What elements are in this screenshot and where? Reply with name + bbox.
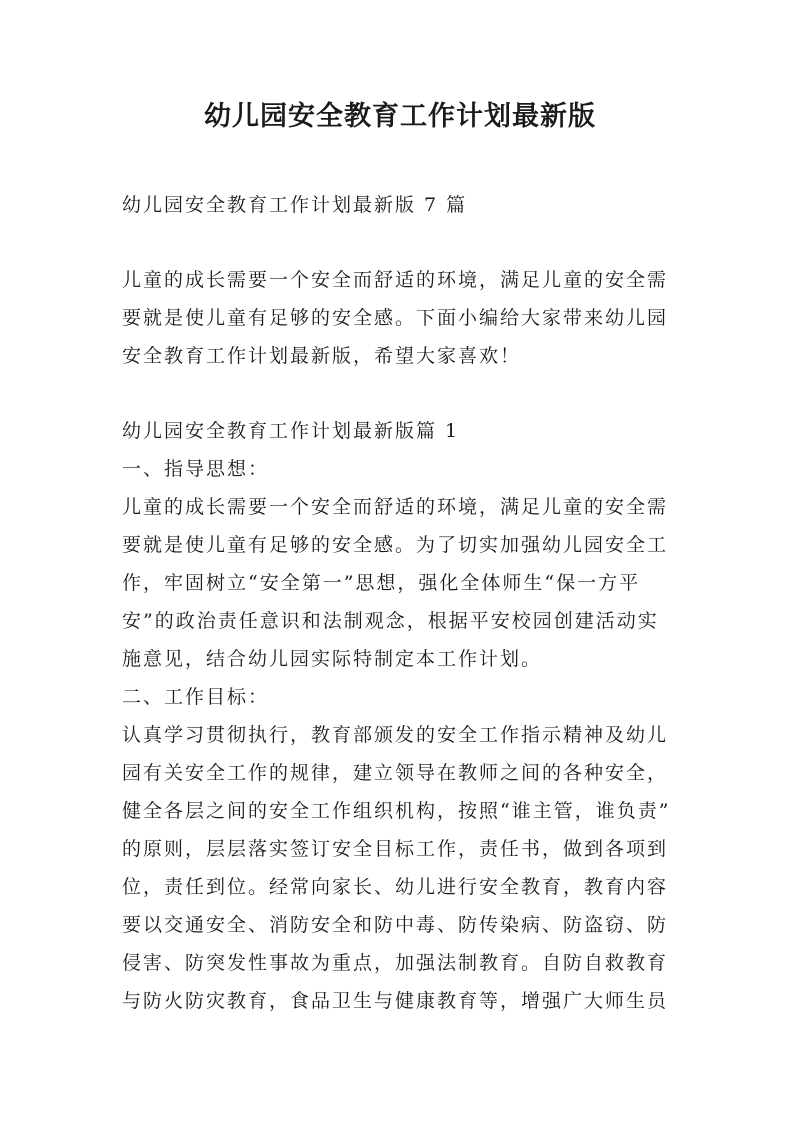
section-line: 要就是使儿童有足够的安全感。为了切实加强幼儿园安全工 [122,534,669,556]
part-one [122,412,692,1020]
section-line: 儿童的成长需要一个安全而舒适的环境，满足儿童的安全需 [122,496,669,518]
section-line: 安”的政治责任意识和法制观念，根据平安校园创建活动实 [122,610,659,632]
section-line: 认真学习贯彻执行，教育部颁发的安全工作指示精神及幼儿 [122,724,669,746]
section-heading-work-goals: 二、工作目标： [122,686,270,708]
section-line: 健全各层之间的安全工作组织机构，按照“谁主管，谁负责” [122,800,671,822]
section-line: 作，牢固树立“安全第一”思想，强化全体师生“保一方平 [122,572,641,594]
document-title: 幼儿园安全教育工作计划最新版 [204,101,596,132]
section-line: 侵害、防突发性事故为重点，加强法制教育。自防自救教育 [122,952,669,974]
section-line: 园有关安全工作的规律，建立领导在教师之间的各种安全， [122,762,669,784]
section-line: 位，责任到位。经常向家长、幼儿进行安全教育，教育内容 [122,876,669,898]
intro-line: 儿童的成长需要一个安全而舒适的环境，满足儿童的安全需 [122,269,669,291]
intro-paragraph [122,261,692,375]
intro-line: 安全教育工作计划最新版，希望大家喜欢！ [122,345,522,367]
section-line: 要以交通安全、消防安全和防中毒、防传染病、防盗窃、防 [122,914,669,936]
section-line: 的原则，层层落实签订安全目标工作，责任书，做到各项到 [122,838,669,860]
section-heading-guiding-ideology: 一、指导思想： [122,458,270,480]
document-subtitle: 幼儿园安全教育工作计划最新版 7 篇 [122,194,468,216]
part-title: 幼儿园安全教育工作计划最新版篇 1 [122,420,460,442]
section-line: 与防火防灾教育，食品卫生与健康教育等，增强广大师生员 [122,990,669,1012]
intro-line: 要就是使儿童有足够的安全感。下面小编给大家带来幼儿园 [122,307,669,329]
section-line: 施意见，结合幼儿园实际特制定本工作计划。 [122,648,543,670]
